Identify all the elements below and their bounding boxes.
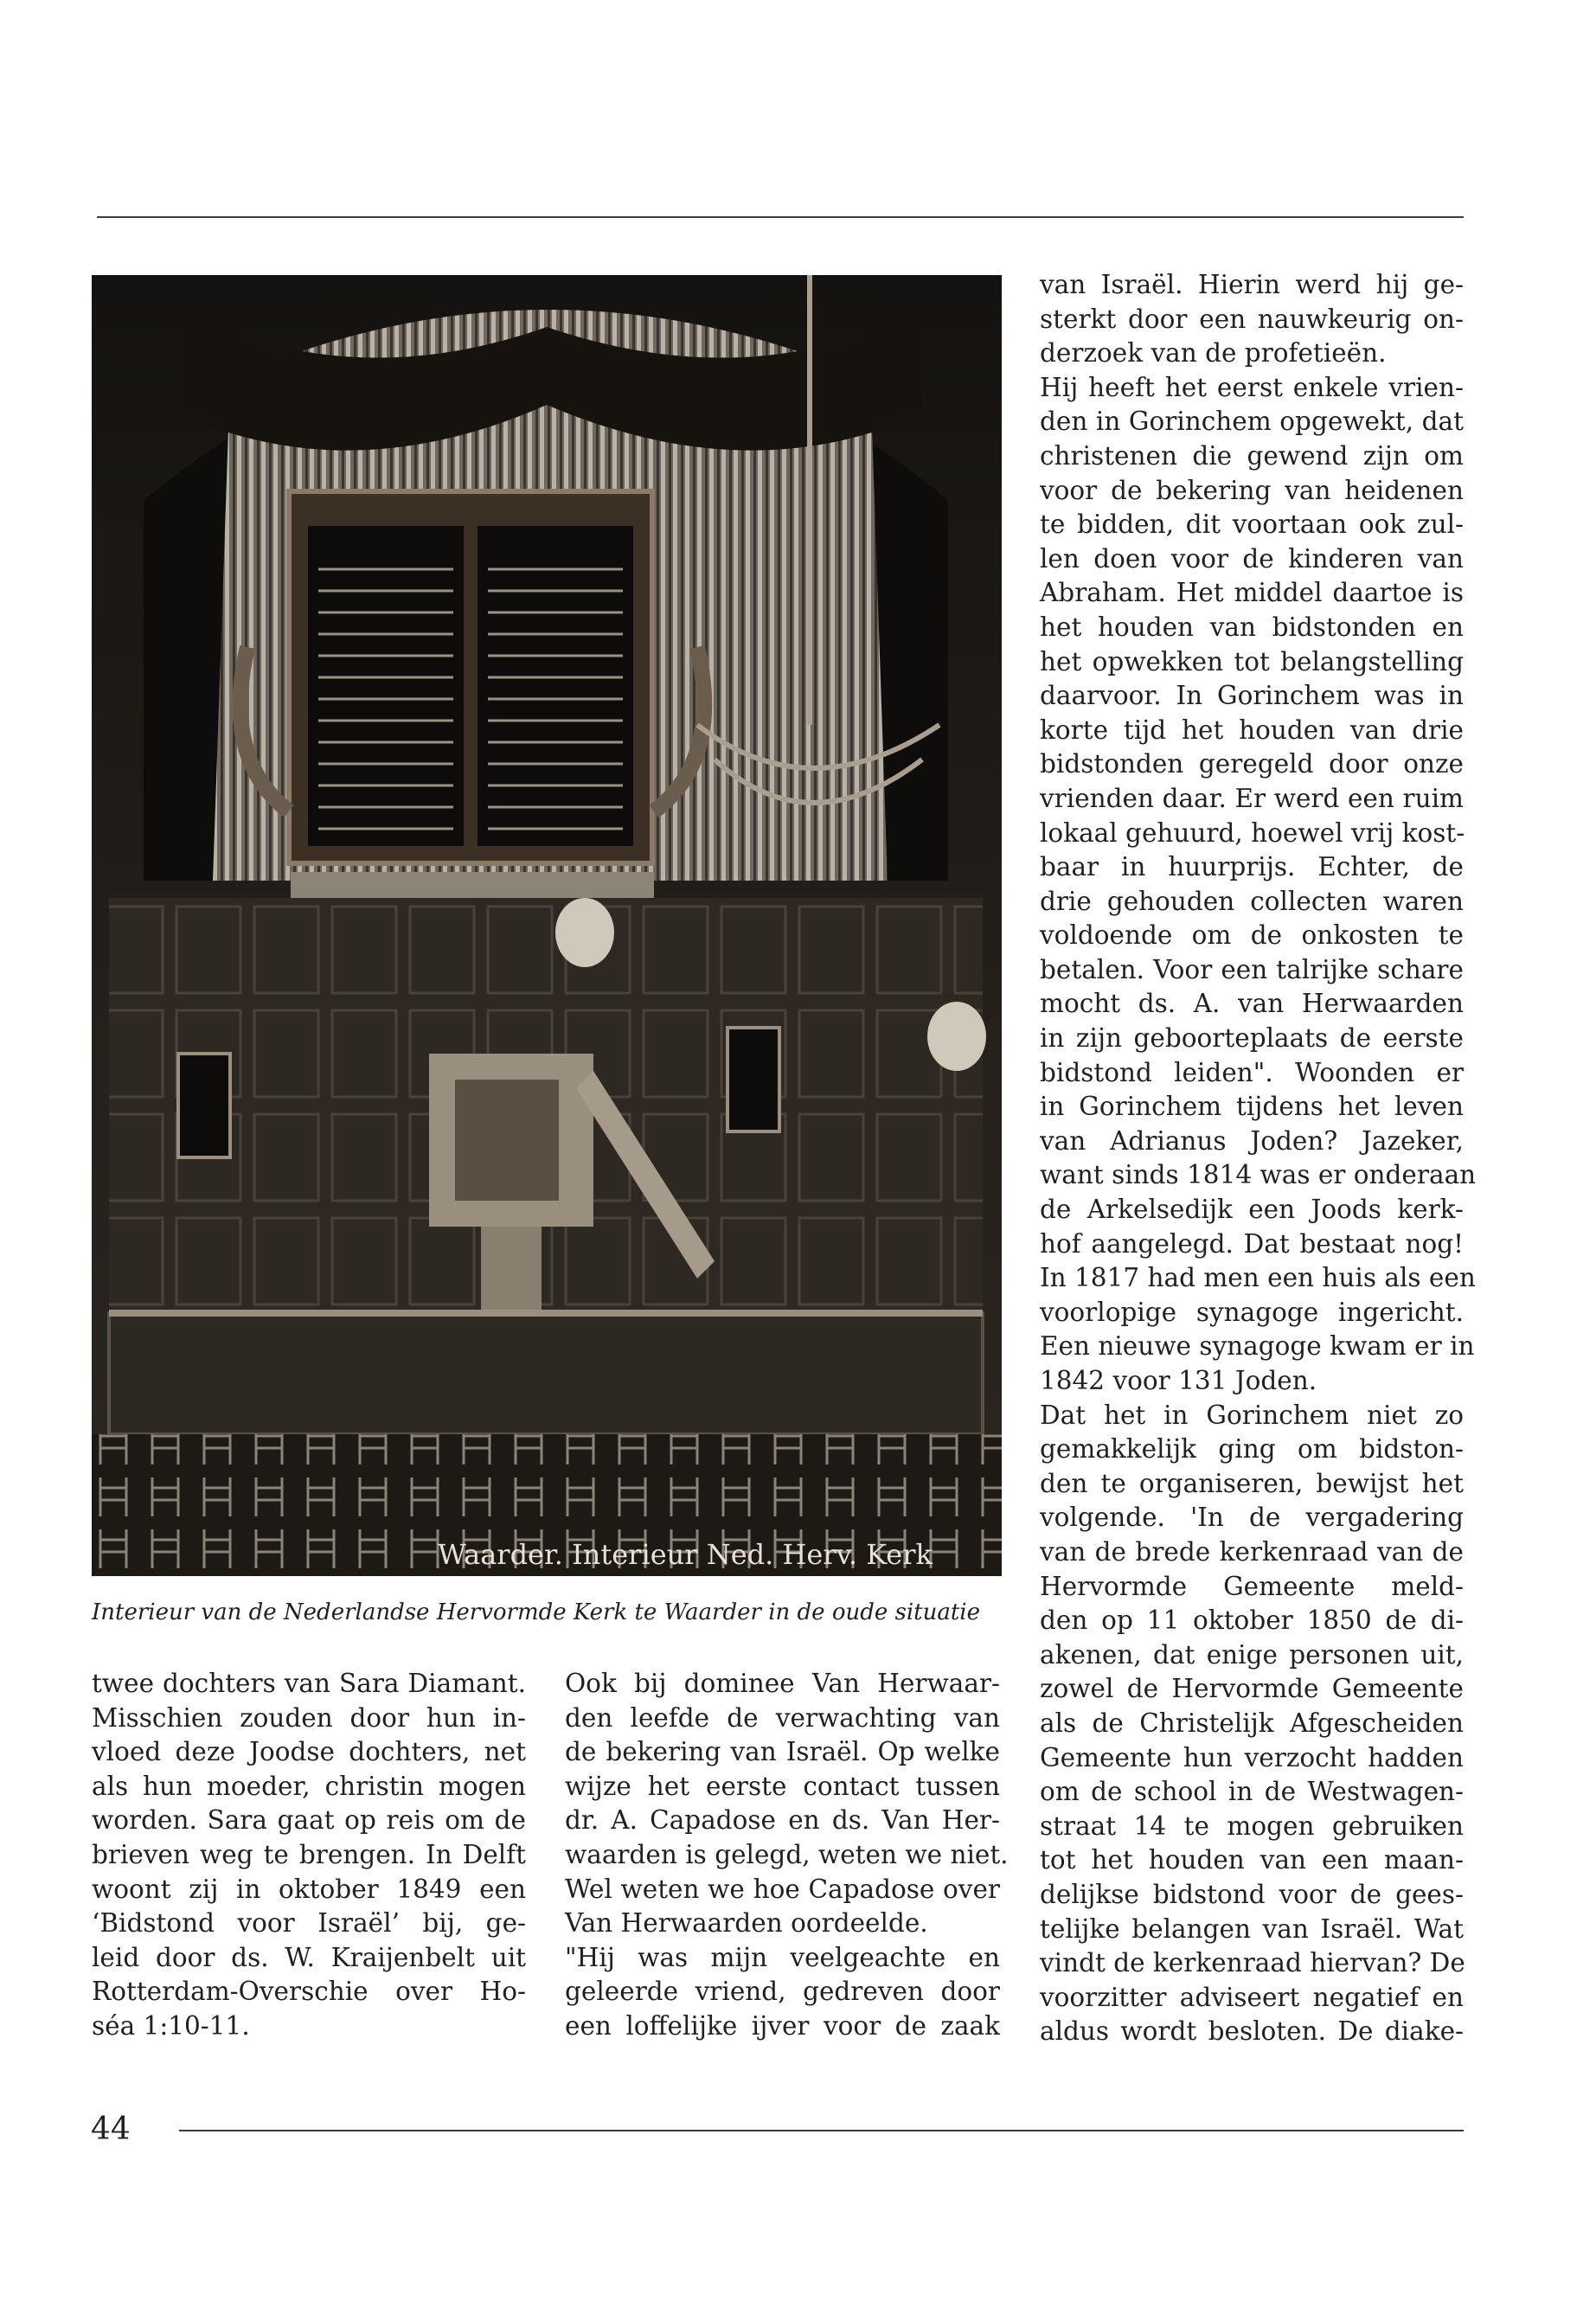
- text-line: daarvoor. In Gorinchem was in: [1040, 681, 1464, 711]
- text-line: Rotterdam-Overschie over Ho-: [92, 1977, 526, 2007]
- text-line: Dat het in Gorinchem niet zo: [1040, 1400, 1464, 1430]
- text-line: Misschien zouden door hun in-: [92, 1702, 526, 1733]
- text-line: ‘Bidstond voor Israël’ bij, ge-: [92, 1908, 526, 1939]
- text-column-left: [92, 1667, 526, 2044]
- text-line: want sinds 1814 was er onderaan: [1040, 1160, 1477, 1190]
- text-line: hof aangelegd. Dat bestaat nog!: [1040, 1228, 1464, 1259]
- text-line: Wel weten we hoe Capadose over: [565, 1874, 1000, 1904]
- text-column-middle: [565, 1667, 1009, 2044]
- text-line: in zijn geboorteplaats de eerste: [1040, 1023, 1464, 1054]
- text-line: voorzitter adviseert negatief en: [1040, 1982, 1464, 2012]
- text-line: séa 1:10-11.: [92, 2010, 250, 2041]
- text-line: als hun moeder, christin mogen: [92, 1771, 526, 1801]
- text-line: vindt de kerkenraad hiervan? De: [1040, 1948, 1465, 1978]
- text-line: lokaal gehuurd, hoewel vrij kost-: [1040, 817, 1465, 848]
- text-line: sterkt door een nauwkeurig on-: [1040, 304, 1464, 334]
- text-line: Ook bij dominee Van Herwaar-: [565, 1669, 1000, 1698]
- text-line: Een nieuwe synagoge kwam er in: [1040, 1331, 1475, 1362]
- text-line: christenen die gewend zijn om: [1040, 440, 1464, 471]
- text-line: tot het houden van een maan-: [1040, 1845, 1464, 1875]
- text-line: vloed deze Joodse dochters, net: [92, 1737, 526, 1767]
- text-line: drie gehouden collecten waren: [1040, 886, 1464, 916]
- text-line: mocht ds. A. van Herwaarden: [1040, 989, 1464, 1019]
- text-line: leid door ds. W. Kraijenbelt uit: [92, 1942, 526, 1972]
- text-line: den op 11 oktober 1850 de di-: [1040, 1606, 1464, 1636]
- text-line: de Arkelsedijk een Joods kerk-: [1040, 1195, 1464, 1225]
- text-line: In 1817 had men een huis als een: [1040, 1263, 1476, 1293]
- text-line: voldoende om de onkosten te: [1040, 920, 1464, 951]
- text-line: straat 14 te mogen gebruiken: [1040, 1811, 1464, 1841]
- text-line: waarden is gelegd, weten we niet.: [565, 1839, 1009, 1869]
- text-line: dr. A. Capadose en ds. Van Her-: [565, 1805, 1000, 1836]
- text-line: in Gorinchem tijdens het leven: [1040, 1092, 1464, 1122]
- text-line: van de brede kerkenraad van de: [1040, 1536, 1464, 1567]
- text-line: gemakkelijk ging om bidston-: [1040, 1434, 1464, 1465]
- text-line: len doen voor de kinderen van: [1040, 543, 1464, 574]
- text-line: wijze het eerste contact tussen: [565, 1771, 1000, 1801]
- text-line: om de school in de Westwagen-: [1040, 1777, 1464, 1807]
- text-line: het opwekken tot belangstelling: [1040, 646, 1464, 676]
- text-line: vrienden daar. Er werd een ruim: [1040, 783, 1464, 813]
- text-line: Gemeente hun verzocht hadden: [1040, 1742, 1464, 1772]
- text-column-right: [1040, 268, 1477, 2049]
- footer-rule: [179, 2130, 1464, 2131]
- text-line: betalen. Voor een talrijke schare: [1040, 954, 1464, 984]
- text-line: volgende. 'In de vergadering: [1040, 1503, 1464, 1533]
- text-line: een loffelijke ijver voor de zaak: [565, 2010, 1000, 2041]
- text-line: als de Christelijk Afgescheiden: [1040, 1708, 1464, 1738]
- text-line: derzoek van de profetieën.: [1040, 338, 1387, 369]
- text-line: worden. Sara gaat op reis om de: [92, 1805, 526, 1836]
- text-line: aldus wordt besloten. De diake-: [1040, 2016, 1464, 2047]
- text-line: zowel de Hervormde Gemeente: [1040, 1674, 1464, 1704]
- text-line: de bekering van Israël. Op welke: [565, 1737, 1000, 1767]
- text-line: Hij heeft het eerst enkele vrien-: [1040, 372, 1464, 402]
- text-line: Abraham. Het middel daartoe is: [1040, 578, 1464, 608]
- church-interior-photo: [92, 275, 1002, 1576]
- photo-inscription: Waarder. Interieur Ned. Herv. Kerk: [438, 1538, 933, 1571]
- text-line: het houden van bidstonden en: [1040, 612, 1464, 642]
- text-line: korte tijd het houden van drie: [1040, 715, 1464, 745]
- text-line: geleerde vriend, gedreven door: [565, 1977, 1000, 2007]
- text-line: den in Gorinchem opgewekt, dat: [1040, 407, 1464, 437]
- text-line: van Israël. Hierin werd hij ge-: [1040, 270, 1464, 299]
- text-line: brieven weg te brengen. In Delft: [92, 1839, 526, 1869]
- text-line: voorlopige synagoge ingericht.: [1040, 1297, 1464, 1327]
- page-number: 44: [91, 2112, 131, 2147]
- header-rule: [97, 216, 1464, 218]
- text-line: 1842 voor 131 Joden.: [1040, 1366, 1317, 1395]
- text-line: Van Herwaarden oordeelde.: [565, 1908, 928, 1939]
- text-line: van Adrianus Joden? Jazeker,: [1040, 1125, 1464, 1156]
- text-line: akenen, dat enige personen uit,: [1040, 1639, 1464, 1670]
- text-line: bidstonden geregeld door onze: [1040, 749, 1464, 779]
- text-line: te bidden, dit voortaan ook zul-: [1040, 510, 1464, 540]
- text-line: voor de bekering van heidenen: [1040, 475, 1464, 505]
- text-line: "Hij was mijn veelgeachte en: [565, 1942, 1000, 1972]
- text-line: delijkse bidstond voor de gees-: [1040, 1879, 1464, 1909]
- text-line: twee dochters van Sara Diamant.: [92, 1669, 526, 1698]
- text-line: woont zij in oktober 1849 een: [92, 1874, 526, 1904]
- text-line: den te organiseren, bewijst het: [1040, 1468, 1464, 1498]
- photo-caption: Interieur van de Nederlandse Hervormde Kerk te Waarder in de oude situatie: [92, 1599, 981, 1625]
- text-line: Hervormde Gemeente meld-: [1040, 1571, 1464, 1601]
- text-line: den leefde de verwachting van: [565, 1702, 1000, 1733]
- text-line: bidstond leiden". Woonden er: [1040, 1057, 1464, 1087]
- text-line: telijke belangen van Israël. Wat: [1040, 1913, 1464, 1944]
- text-line: baar in huurprijs. Echter, de: [1040, 852, 1464, 882]
